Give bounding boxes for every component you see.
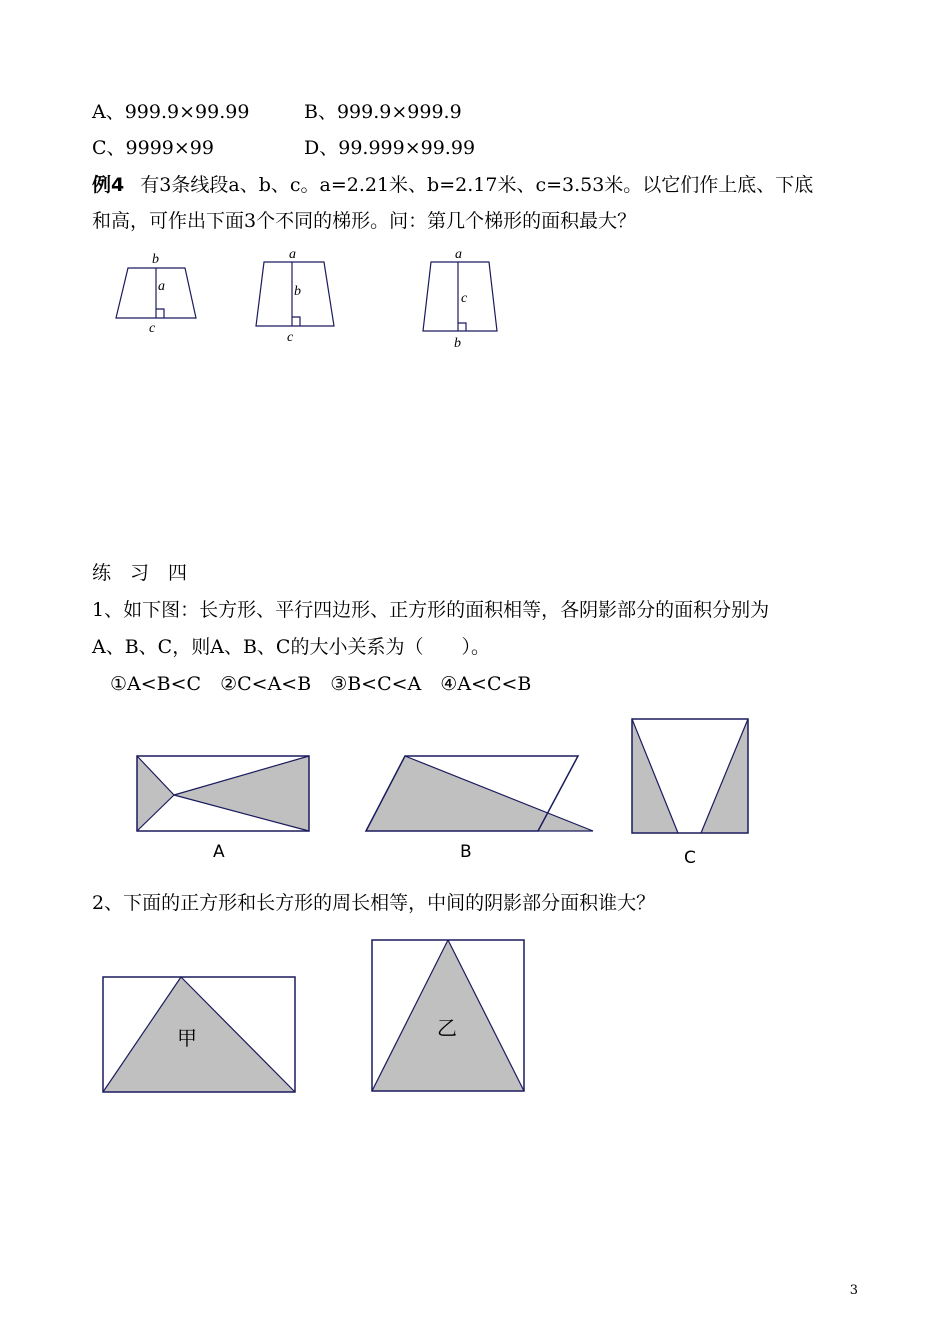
trapezoid-3-height: c [461,291,468,306]
figure-c-label: C [684,848,696,868]
option-d: D、99.999×99.99 [304,137,476,159]
trapezoid-1-top: b [152,252,159,267]
trapezoid-2-height: b [294,284,301,299]
trapezoid-3 [423,262,497,331]
q2-figures [0,935,950,1105]
q1-line1: 1、如下图：长方形、平行四边形、正方形的面积相等，各阴影部分的面积分别为 [92,599,770,621]
example4-text-line1: 有3条线段a、b、c。a=2.21米、b=2.17米、c=3.53米。以它们作上底、下底 [140,174,814,196]
options-row-2 [92,134,475,162]
trapezoid-3-bottom: b [454,336,461,351]
exercise4-heading: 练 习 四 [92,562,188,584]
q1-line2: A、B、C，则A、B、C的大小关系为（ ）。 [92,636,490,658]
trapezoid-figures [0,245,950,355]
q1-choices: ①A<B<C ②C<A<B ③B<C<A ④A<C<B [110,673,532,695]
example4-line1 [92,171,813,199]
q2-line: 2、下面的正方形和长方形的周长相等，中间的阴影部分面积谁大？ [92,892,656,914]
option-c: C、9999×99 [92,137,214,159]
example4-text-line2: 和高，可作出下面3个不同的梯形。问：第几个梯形的面积最大？ [92,210,637,232]
option-a: A、999.9×99.99 [92,101,250,123]
options-row-1 [92,98,462,126]
figure-b-parallelogram [366,756,593,831]
page-number: 3 [849,1283,858,1298]
trapezoid-3-top: a [455,247,462,262]
figure-c-square [632,719,748,833]
figure-yi-label: 乙 [437,1016,457,1040]
trapezoid-2-bottom: c [287,330,294,345]
figure-a-label: A [213,842,225,862]
example4-line2 [92,207,636,235]
figure-b-label: B [460,842,472,862]
trapezoid-1-bottom: c [149,321,156,336]
option-b: B、999.9×999.9 [304,101,462,123]
figure-jia-label: 甲 [177,1026,197,1050]
figure-jia-rectangle [103,977,295,1092]
example4-label: 例4 [92,174,125,196]
trapezoid-1-height: a [158,279,165,294]
trapezoid-2-top: a [289,247,296,262]
figure-a-rectangle [137,756,309,831]
trapezoid-1 [116,268,196,318]
q1-figures [0,712,950,872]
